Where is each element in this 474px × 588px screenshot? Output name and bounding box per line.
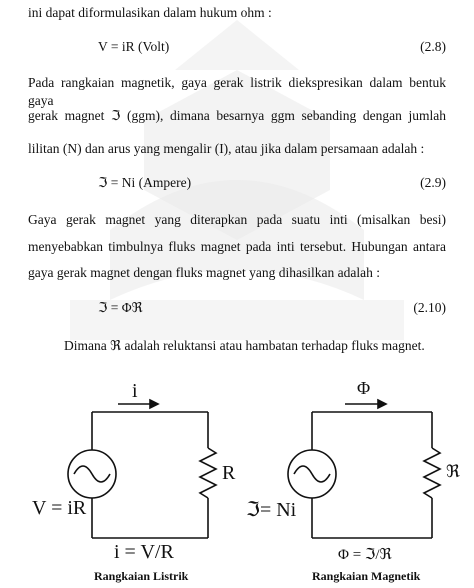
equation-number: (2.10): [413, 300, 446, 315]
paragraph-line: gaya gerak magnet dengan fluks magnet yang dihasilkan adalah :: [28, 265, 381, 280]
resistor-label: R: [222, 462, 236, 484]
paragraph-line: ini dapat diformulasikan dalam hukum ohm :: [28, 5, 272, 20]
paragraph-line: Dimana ℜ adalah reluktansi atau hambatan terhadap fluks magnet.: [64, 338, 425, 353]
arrow-head: [150, 400, 158, 408]
mmf-formula: ℑ= Ni: [246, 499, 297, 521]
paragraph-line: gerak magnet ℑ (ggm), dimana besarnya ggm sebanding dengan jumlah: [28, 108, 446, 123]
paragraph-line: menyebabkan timbulnya fluks magnet pada inti tersebut. Hubungan antara: [28, 239, 446, 254]
equation-number: (2.8): [420, 39, 446, 54]
flux-label: Φ: [357, 378, 371, 398]
equation-2-9: ℑ = Ni (Ampere): [98, 175, 192, 190]
flux-formula: Φ = ℑ/ℜ: [338, 547, 392, 563]
paragraph-line: Gaya gerak magnet yang diterapkan pada suatu inti (misalkan besi): [28, 212, 446, 227]
paragraph-line: lilitan (N) dan arus yang mengalir (I), atau jika dalam persamaan adalah :: [28, 141, 425, 156]
source-formula: V = iR: [32, 497, 87, 519]
current-label: i: [132, 380, 138, 402]
figure-caption: Rangkaian Listrik: [94, 569, 189, 583]
resistor-zigzag: [200, 448, 216, 498]
circuit-figure: [0, 370, 474, 588]
figure-caption: Rangkaian Magnetik: [312, 569, 421, 583]
ohm-formula: i = V/R: [114, 541, 174, 563]
arrow-head: [378, 400, 386, 408]
sine-wave-icon: [74, 466, 110, 482]
equation-number: (2.9): [420, 175, 446, 190]
reluctance-label: ℜ: [446, 462, 460, 481]
sine-wave-icon: [294, 466, 330, 482]
equation-2-8: V = iR (Volt): [98, 39, 170, 54]
paragraph-line: Pada rangkaian magnetik, gaya gerak listrik diekspresikan dalam bentuk gaya: [28, 75, 446, 108]
reluctance-zigzag: [424, 448, 440, 498]
equation-2-10: ℑ = Φℜ: [98, 300, 143, 315]
